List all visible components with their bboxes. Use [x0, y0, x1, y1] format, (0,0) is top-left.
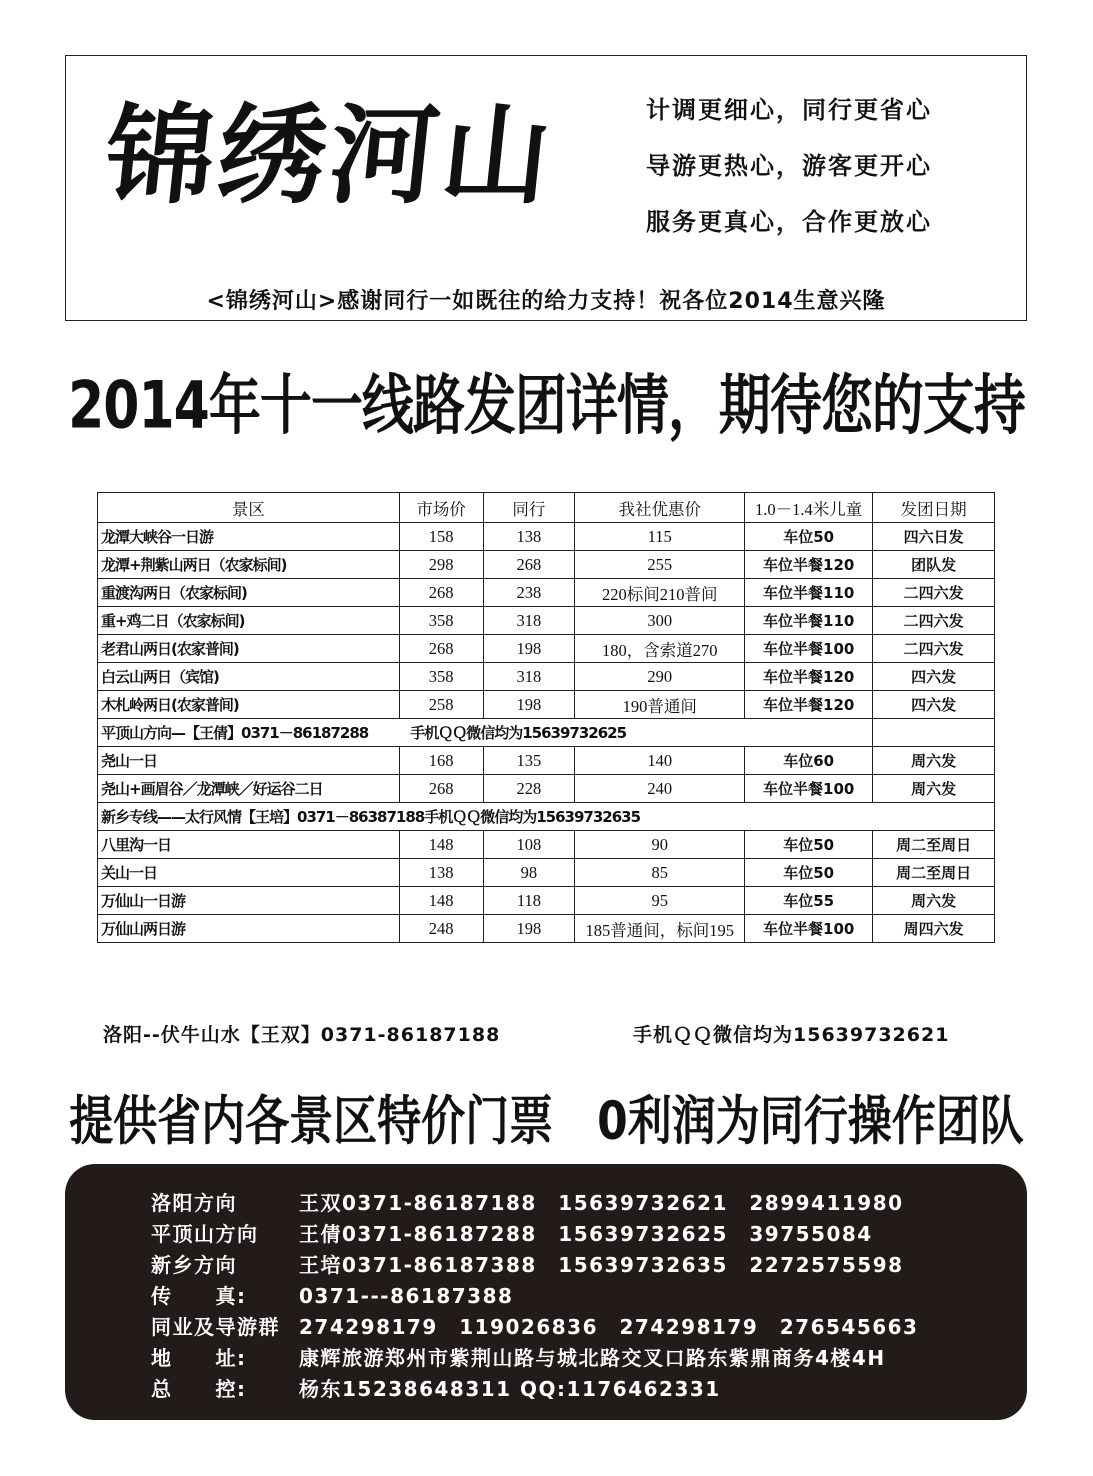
- cell-peer-price: 198: [483, 635, 575, 663]
- slogans: [646, 90, 932, 258]
- cell-peer-price: 135: [483, 747, 575, 775]
- cell-departure-date: 周六发: [873, 747, 995, 775]
- cell-child-price: 车位半餐100: [745, 915, 873, 943]
- contact-line: [151, 1188, 918, 1219]
- table-row: [98, 551, 995, 579]
- cell-market-price: 268: [399, 579, 483, 607]
- cell-child-price: 车位50: [745, 831, 873, 859]
- cell-departure-date: 二四六发: [873, 579, 995, 607]
- cell-peer-price: 228: [483, 775, 575, 803]
- table-contact-row: [98, 803, 995, 831]
- cell-departure-date: 周二至周日: [873, 859, 995, 887]
- cell-child-price: 车位半餐100: [745, 635, 873, 663]
- cell-scenic: 木札岭两日(农家普间): [98, 691, 400, 719]
- cell-scenic: 龙潭+荆紫山两日（农家标间): [98, 551, 400, 579]
- table-row: [98, 523, 995, 551]
- cell-departure-date: 周四六发: [873, 915, 995, 943]
- cell-market-price: 148: [399, 887, 483, 915]
- cell-scenic: 万仙山一日游: [98, 887, 400, 915]
- cell-market-price: 148: [399, 831, 483, 859]
- cell-scenic: 重+鸡二日（农家标间): [98, 607, 400, 635]
- cell-child-price: 车位55: [745, 887, 873, 915]
- cell-discount-price: 290: [575, 663, 745, 691]
- cell-peer-price: 198: [483, 691, 575, 719]
- contact-value: 274298179 119026836 274298179 276545663: [299, 1315, 919, 1339]
- table-body: [98, 523, 995, 943]
- cell-discount-price: 240: [575, 775, 745, 803]
- cell-peer-price: 318: [483, 663, 575, 691]
- cell-departure-date: 四六发: [873, 691, 995, 719]
- contact-lines: [151, 1188, 918, 1405]
- contact-value: 王培0371-86187388 15639732635 2272575598: [299, 1253, 904, 1277]
- cell-market-price: 258: [399, 691, 483, 719]
- luoyang-contact-phone: 手机ＱＱ微信均为15639732621: [633, 1024, 950, 1046]
- cell-child-price: 车位半餐110: [745, 579, 873, 607]
- cell-discount-price: 95: [575, 887, 745, 915]
- table-row: [98, 887, 995, 915]
- contact-value: 王倩0371-86187288 15639732625 39755084: [299, 1222, 873, 1246]
- table-row: [98, 635, 995, 663]
- cell-departure-date: 四六发: [873, 663, 995, 691]
- cell-market-price: 268: [399, 775, 483, 803]
- cell-departure-date: 四六日发: [873, 523, 995, 551]
- table-row: [98, 831, 995, 859]
- contact-line: [151, 1250, 918, 1281]
- col-header-child-price: 1.0－1.4米儿童: [745, 493, 873, 523]
- contact-value: 0371---86187388: [299, 1284, 514, 1308]
- cell-child-price: 车位半餐100: [745, 775, 873, 803]
- col-header-market-price: 市场价: [399, 493, 483, 523]
- contact-label: 新乡方向: [151, 1253, 237, 1277]
- col-header-scenic: 景区: [98, 493, 400, 523]
- table-row: [98, 915, 995, 943]
- luoyang-contact-name: 洛阳--伏牛山水【王双】0371-86187188: [103, 1024, 501, 1046]
- cell-discount-price: 90: [575, 831, 745, 859]
- cell-scenic: 八里沟一日: [98, 831, 400, 859]
- contact-line: [151, 1281, 918, 1312]
- table-row: [98, 691, 995, 719]
- luoyang-contact-line: [103, 1020, 1003, 1047]
- cell-departure-date: 二四六发: [873, 635, 995, 663]
- contact-label: 总 控:: [151, 1377, 247, 1401]
- cell-peer-price: 318: [483, 607, 575, 635]
- slogan-1: 计调更细心，同行更省心: [646, 96, 932, 124]
- cell-market-price: 138: [399, 859, 483, 887]
- cell-market-price: 268: [399, 635, 483, 663]
- col-header-peer-price: 同行: [483, 493, 575, 523]
- contact-value: 王双0371-86187188 15639732621 2899411980: [299, 1191, 904, 1215]
- table-row: [98, 579, 995, 607]
- contact-label: 洛阳方向: [151, 1191, 237, 1215]
- cell-discount-price: 255: [575, 551, 745, 579]
- cell-market-price: 168: [399, 747, 483, 775]
- cell-market-price: 358: [399, 607, 483, 635]
- contact-line: [151, 1374, 918, 1405]
- contact-value: 杨东15238648311 QQ:1176462331: [299, 1377, 721, 1401]
- table-contact-row: [98, 719, 995, 747]
- cell-departure-date: 二四六发: [873, 607, 995, 635]
- cell-peer-price: 138: [483, 523, 575, 551]
- table-row: [98, 607, 995, 635]
- contact-line: [151, 1312, 918, 1343]
- brand-logo-text: 锦绣河山: [99, 93, 561, 219]
- cell-peer-price: 238: [483, 579, 575, 607]
- cell-scenic: 龙潭大峡谷一日游: [98, 523, 400, 551]
- cell-discount-price: 140: [575, 747, 745, 775]
- contact-line: [151, 1343, 918, 1374]
- cell-scenic: 尧山一日: [98, 747, 400, 775]
- cell-scenic: 关山一日: [98, 859, 400, 887]
- empty-cell: [873, 719, 995, 747]
- cell-peer-price: 118: [483, 887, 575, 915]
- contact-cell: 平顶山方向—【王倩】0371－86187288 手机ＱＱ微信均为15639732625: [98, 719, 873, 747]
- routes-table: [97, 492, 995, 943]
- cell-child-price: 车位半餐120: [745, 551, 873, 579]
- cell-child-price: 车位半餐120: [745, 691, 873, 719]
- header-box: [65, 55, 1027, 321]
- cell-scenic: 老君山两日(农家普间): [98, 635, 400, 663]
- cell-child-price: 车位60: [745, 747, 873, 775]
- cell-peer-price: 268: [483, 551, 575, 579]
- ticket-headline: 提供省内各景区特价门票 0利润为同行操作团队: [69, 1090, 1024, 1152]
- main-headline: 2014年十一线路发团详情，期待您的支持: [68, 368, 1025, 444]
- cell-child-price: 车位50: [745, 859, 873, 887]
- cell-peer-price: 108: [483, 831, 575, 859]
- cell-discount-price: 85: [575, 859, 745, 887]
- cell-peer-price: 198: [483, 915, 575, 943]
- contact-label: 传 真:: [151, 1284, 247, 1308]
- cell-discount-price: 180，含索道270: [575, 635, 745, 663]
- table-row: [98, 747, 995, 775]
- cell-market-price: 358: [399, 663, 483, 691]
- table-row: [98, 663, 995, 691]
- cell-discount-price: 300: [575, 607, 745, 635]
- contact-box: [65, 1164, 1027, 1420]
- cell-child-price: 车位半餐120: [745, 663, 873, 691]
- cell-scenic: 白云山两日（宾馆): [98, 663, 400, 691]
- cell-scenic: 重渡沟两日（农家标间): [98, 579, 400, 607]
- cell-departure-date: 团队发: [873, 551, 995, 579]
- cell-discount-price: 220标间210普间: [575, 579, 745, 607]
- cell-departure-date: 周二至周日: [873, 831, 995, 859]
- cell-market-price: 248: [399, 915, 483, 943]
- cell-peer-price: 98: [483, 859, 575, 887]
- thanks-line: <锦绣河山>感谢同行一如既往的给力支持！祝各位2014生意兴隆: [206, 289, 886, 314]
- col-header-discount-price: 我社优惠价: [575, 493, 745, 523]
- cell-discount-price: 190普通间: [575, 691, 745, 719]
- contact-label: 地 址:: [151, 1346, 247, 1370]
- slogan-2: 导游更热心，游客更开心: [646, 152, 932, 180]
- cell-child-price: 车位50: [745, 523, 873, 551]
- cell-departure-date: 周六发: [873, 775, 995, 803]
- cell-child-price: 车位半餐110: [745, 607, 873, 635]
- table-header-row: [98, 493, 995, 523]
- contact-cell: 新乡专线——太行风情【王培】0371－86387188手机ＱＱ微信均为15639732635: [98, 803, 995, 831]
- cell-scenic: 尧山+画眉谷／龙潭峡／好运谷二日: [98, 775, 400, 803]
- table-row: [98, 775, 995, 803]
- contact-label: 同业及导游群: [151, 1315, 280, 1339]
- contact-label: 平顶山方向: [151, 1222, 259, 1246]
- cell-departure-date: 周六发: [873, 887, 995, 915]
- cell-scenic: 万仙山两日游: [98, 915, 400, 943]
- contact-value: 康辉旅游郑州市紫荆山路与城北路交叉口路东紫鼎商务4楼4H: [299, 1346, 886, 1370]
- cell-discount-price: 185普通间，标间195: [575, 915, 745, 943]
- slogan-3: 服务更真心，合作更放心: [646, 208, 932, 236]
- table-row: [98, 859, 995, 887]
- cell-discount-price: 115: [575, 523, 745, 551]
- col-header-departure-date: 发团日期: [873, 493, 995, 523]
- contact-line: [151, 1219, 918, 1250]
- cell-market-price: 298: [399, 551, 483, 579]
- cell-market-price: 158: [399, 523, 483, 551]
